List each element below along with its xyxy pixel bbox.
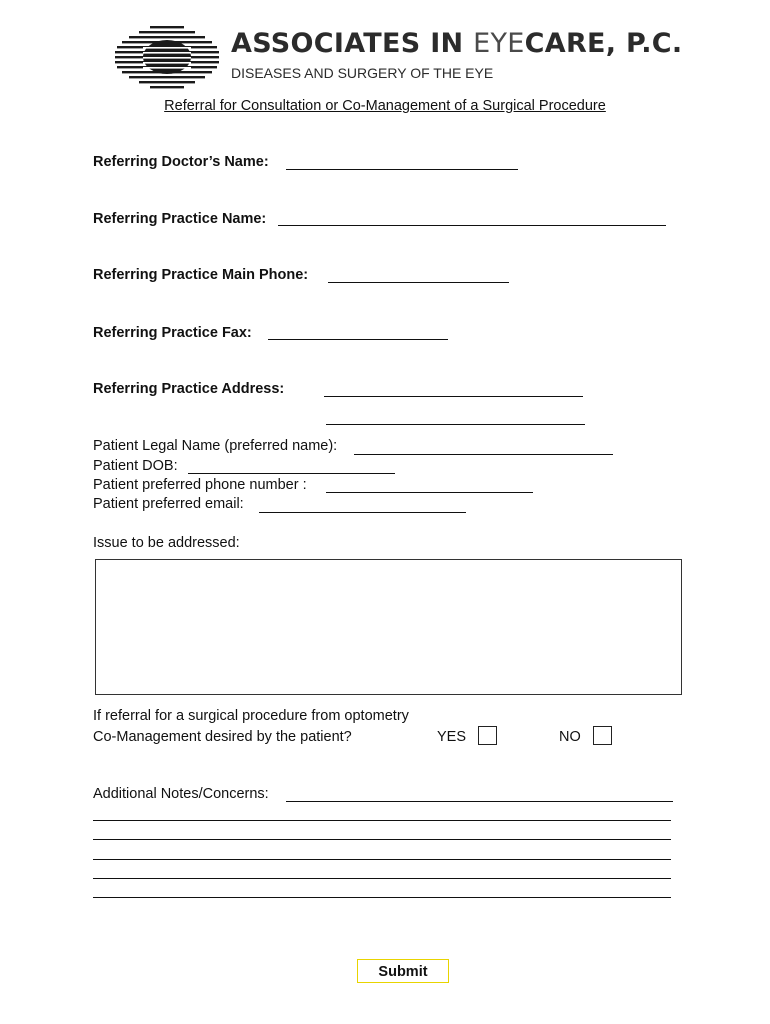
brand-name-part2: CARE, P.C. <box>524 28 683 59</box>
patient-phone-label: Patient preferred phone number : <box>93 477 307 493</box>
brand-name-part1: ASSOCIATES IN <box>231 28 474 59</box>
address-label: Referring Practice Address: <box>93 381 285 397</box>
brand-name <box>231 28 682 59</box>
issue-label: Issue to be addressed: <box>93 535 240 551</box>
notes-line-5[interactable] <box>93 878 671 879</box>
notes-line-3[interactable] <box>93 839 671 840</box>
fax-field[interactable] <box>268 339 448 340</box>
comanagement-question-line1: If referral for a surgical procedure from optometry <box>93 708 409 724</box>
issue-textarea[interactable] <box>95 559 682 695</box>
no-checkbox[interactable] <box>593 726 612 745</box>
notes-line-6[interactable] <box>93 897 671 898</box>
form-title: Referral for Consultation or Co-Management of a Surgical Procedure <box>164 98 606 114</box>
yes-label: YES <box>437 729 467 745</box>
patient-name-label: Patient Legal Name (preferred name): <box>93 438 338 454</box>
brand-tagline: DISEASES AND SURGERY OF THE EYE <box>231 65 494 81</box>
notes-line-1[interactable] <box>286 801 673 802</box>
notes-line-4[interactable] <box>93 859 671 860</box>
referring-doctor-field[interactable] <box>286 169 518 170</box>
address-line2-field[interactable] <box>326 424 585 425</box>
referring-doctor-label: Referring Doctor’s Name: <box>93 154 269 170</box>
notes-label: Additional Notes/Concerns: <box>93 786 269 802</box>
address-line1-field[interactable] <box>324 396 583 397</box>
patient-name-field[interactable] <box>354 454 613 455</box>
yes-checkbox[interactable] <box>478 726 497 745</box>
patient-dob-label: Patient DOB: <box>93 458 178 474</box>
fax-label: Referring Practice Fax: <box>93 325 252 341</box>
submit-button[interactable]: Submit <box>357 959 449 983</box>
patient-email-field[interactable] <box>259 512 466 513</box>
main-phone-field[interactable] <box>328 282 509 283</box>
main-phone-label: Referring Practice Main Phone: <box>93 267 309 283</box>
no-label: NO <box>559 729 581 745</box>
patient-email-label: Patient preferred email: <box>93 496 244 512</box>
notes-line-2[interactable] <box>93 820 671 821</box>
referring-practice-field[interactable] <box>278 225 666 226</box>
brand-name-accent: EYE <box>473 28 525 59</box>
comanagement-question-line2: Co-Management desired by the patient? <box>93 729 352 745</box>
referring-practice-label: Referring Practice Name: <box>93 211 267 227</box>
patient-phone-field[interactable] <box>326 492 533 493</box>
patient-dob-field[interactable] <box>188 473 395 474</box>
striped-eye-logo-icon <box>115 25 219 91</box>
